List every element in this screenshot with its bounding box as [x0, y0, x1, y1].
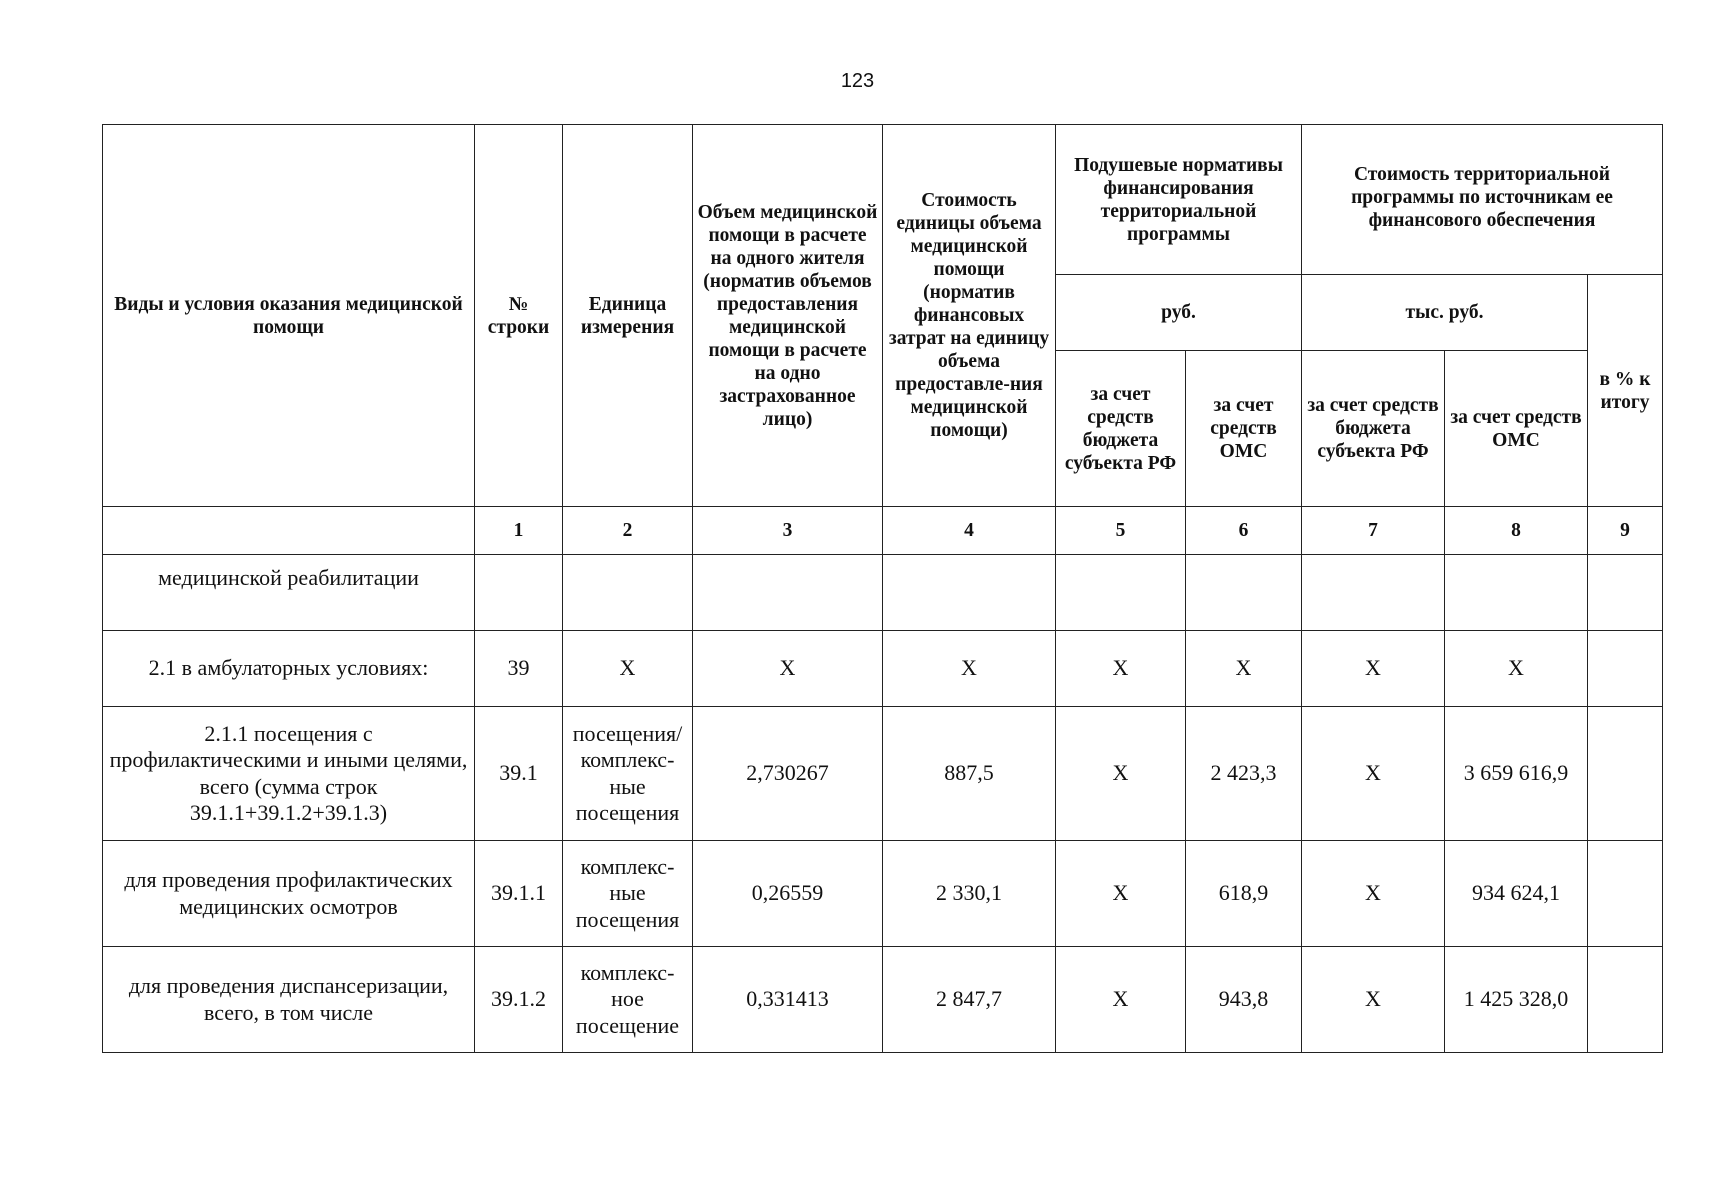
- page-number: 123: [840, 70, 875, 92]
- cell-row-number: 39.1: [475, 707, 563, 841]
- column-number: 3: [693, 507, 883, 555]
- cell-volume: 0,26559: [693, 841, 883, 947]
- cell-percent-of-total: [1588, 947, 1663, 1053]
- header-total-cost-group: Стоимость территориальной программы по источникам ее финансового обеспечения: [1302, 125, 1663, 275]
- header-unit-cost: Стоимость единицы объема медицинской помощи (норматив финансовых затрат на единицу объема предоставле-ния медицинской помощи): [883, 125, 1056, 507]
- cell-unit: комплекс-ное посещение: [563, 947, 693, 1053]
- column-number: 6: [1186, 507, 1302, 555]
- table-row: [103, 841, 1663, 947]
- cell-budget-rub: X: [1056, 947, 1186, 1053]
- cell-care-type: для проведения профилактических медицинских осмотров: [103, 841, 475, 947]
- cell-oms-thousand-rub: 3 659 616,9: [1445, 707, 1588, 841]
- cell-care-type: 2.1 в амбулаторных условиях:: [103, 631, 475, 707]
- column-number: 8: [1445, 507, 1588, 555]
- cell-volume: 0,331413: [693, 947, 883, 1053]
- cell-volume: 2,730267: [693, 707, 883, 841]
- header-unit-thousand-rub: тыс. руб.: [1302, 275, 1588, 351]
- column-number: 2: [563, 507, 693, 555]
- header-budget-rub: за счет средств бюджета субъекта РФ: [1056, 351, 1186, 507]
- header-unit: Единица измерения: [563, 125, 693, 507]
- cell-oms-rub: [1186, 555, 1302, 631]
- table-row: [103, 947, 1663, 1053]
- cell-percent-of-total: [1588, 631, 1663, 707]
- cell-unit: комплекс-ные посещения: [563, 841, 693, 947]
- cell-volume: [693, 555, 883, 631]
- cell-row-number: 39.1.1: [475, 841, 563, 947]
- column-number: 5: [1056, 507, 1186, 555]
- table-row: [103, 555, 1663, 631]
- cell-row-number: 39.1.2: [475, 947, 563, 1053]
- cell-care-type: для проведения диспансеризации, всего, в том числе: [103, 947, 475, 1053]
- cell-budget-thousand-rub: X: [1302, 707, 1445, 841]
- column-number: 9: [1588, 507, 1663, 555]
- cell-budget-rub: X: [1056, 707, 1186, 841]
- cell-oms-rub: X: [1186, 631, 1302, 707]
- cell-volume: X: [693, 631, 883, 707]
- column-number: 7: [1302, 507, 1445, 555]
- cell-budget-thousand-rub: [1302, 555, 1445, 631]
- cell-unit: [563, 555, 693, 631]
- cell-budget-thousand-rub: X: [1302, 947, 1445, 1053]
- cell-unit-cost: 2 330,1: [883, 841, 1056, 947]
- cell-unit: X: [563, 631, 693, 707]
- header-percent-of-total: в % к итогу: [1588, 275, 1663, 507]
- cell-unit-cost: 2 847,7: [883, 947, 1056, 1053]
- header-oms-thousand-rub: за счет средств ОМС: [1445, 351, 1588, 507]
- column-number-blank: [103, 507, 475, 555]
- cell-oms-thousand-rub: 1 425 328,0: [1445, 947, 1588, 1053]
- cell-percent-of-total: [1588, 555, 1663, 631]
- header-row-number: № строки: [475, 125, 563, 507]
- cell-unit: посещения/ комплекс-ные посещения: [563, 707, 693, 841]
- header-unit-rub: руб.: [1056, 275, 1302, 351]
- table-row: [103, 707, 1663, 841]
- header-budget-thousand-rub: за счет средств бюджета субъекта РФ: [1302, 351, 1445, 507]
- medical-care-table: [102, 124, 1663, 1053]
- cell-budget-thousand-rub: X: [1302, 631, 1445, 707]
- cell-oms-thousand-rub: 934 624,1: [1445, 841, 1588, 947]
- table-row: [103, 631, 1663, 707]
- cell-row-number: [475, 555, 563, 631]
- cell-oms-thousand-rub: X: [1445, 631, 1588, 707]
- cell-oms-thousand-rub: [1445, 555, 1588, 631]
- cell-budget-rub: X: [1056, 841, 1186, 947]
- cell-care-type: 2.1.1 посещения с профилактическими и иными целями, всего (сумма строк 39.1.1+39.1.2+39.1.3): [103, 707, 475, 841]
- header-volume: Объем медицинской помощи в расчете на одного жителя (норматив объемов предоставления медицинской помощи в расчете на одно застрахованное лицо): [693, 125, 883, 507]
- column-number: 1: [475, 507, 563, 555]
- cell-oms-rub: 618,9: [1186, 841, 1302, 947]
- cell-unit-cost: 887,5: [883, 707, 1056, 841]
- cell-budget-thousand-rub: X: [1302, 841, 1445, 947]
- cell-unit-cost: X: [883, 631, 1056, 707]
- cell-percent-of-total: [1588, 707, 1663, 841]
- cell-oms-rub: 2 423,3: [1186, 707, 1302, 841]
- header-per-capita-group: Подушевые нормативы финансирования территориальной программы: [1056, 125, 1302, 275]
- cell-care-type: медицинской реабилитации: [103, 555, 475, 631]
- cell-percent-of-total: [1588, 841, 1663, 947]
- cell-budget-rub: X: [1056, 631, 1186, 707]
- cell-budget-rub: [1056, 555, 1186, 631]
- cell-unit-cost: [883, 555, 1056, 631]
- header-care-type: Виды и условия оказания медицинской помощи: [103, 125, 475, 507]
- column-number-row: [103, 507, 1663, 555]
- header-oms-rub: за счет средств ОМС: [1186, 351, 1302, 507]
- cell-oms-rub: 943,8: [1186, 947, 1302, 1053]
- column-number: 4: [883, 507, 1056, 555]
- cell-row-number: 39: [475, 631, 563, 707]
